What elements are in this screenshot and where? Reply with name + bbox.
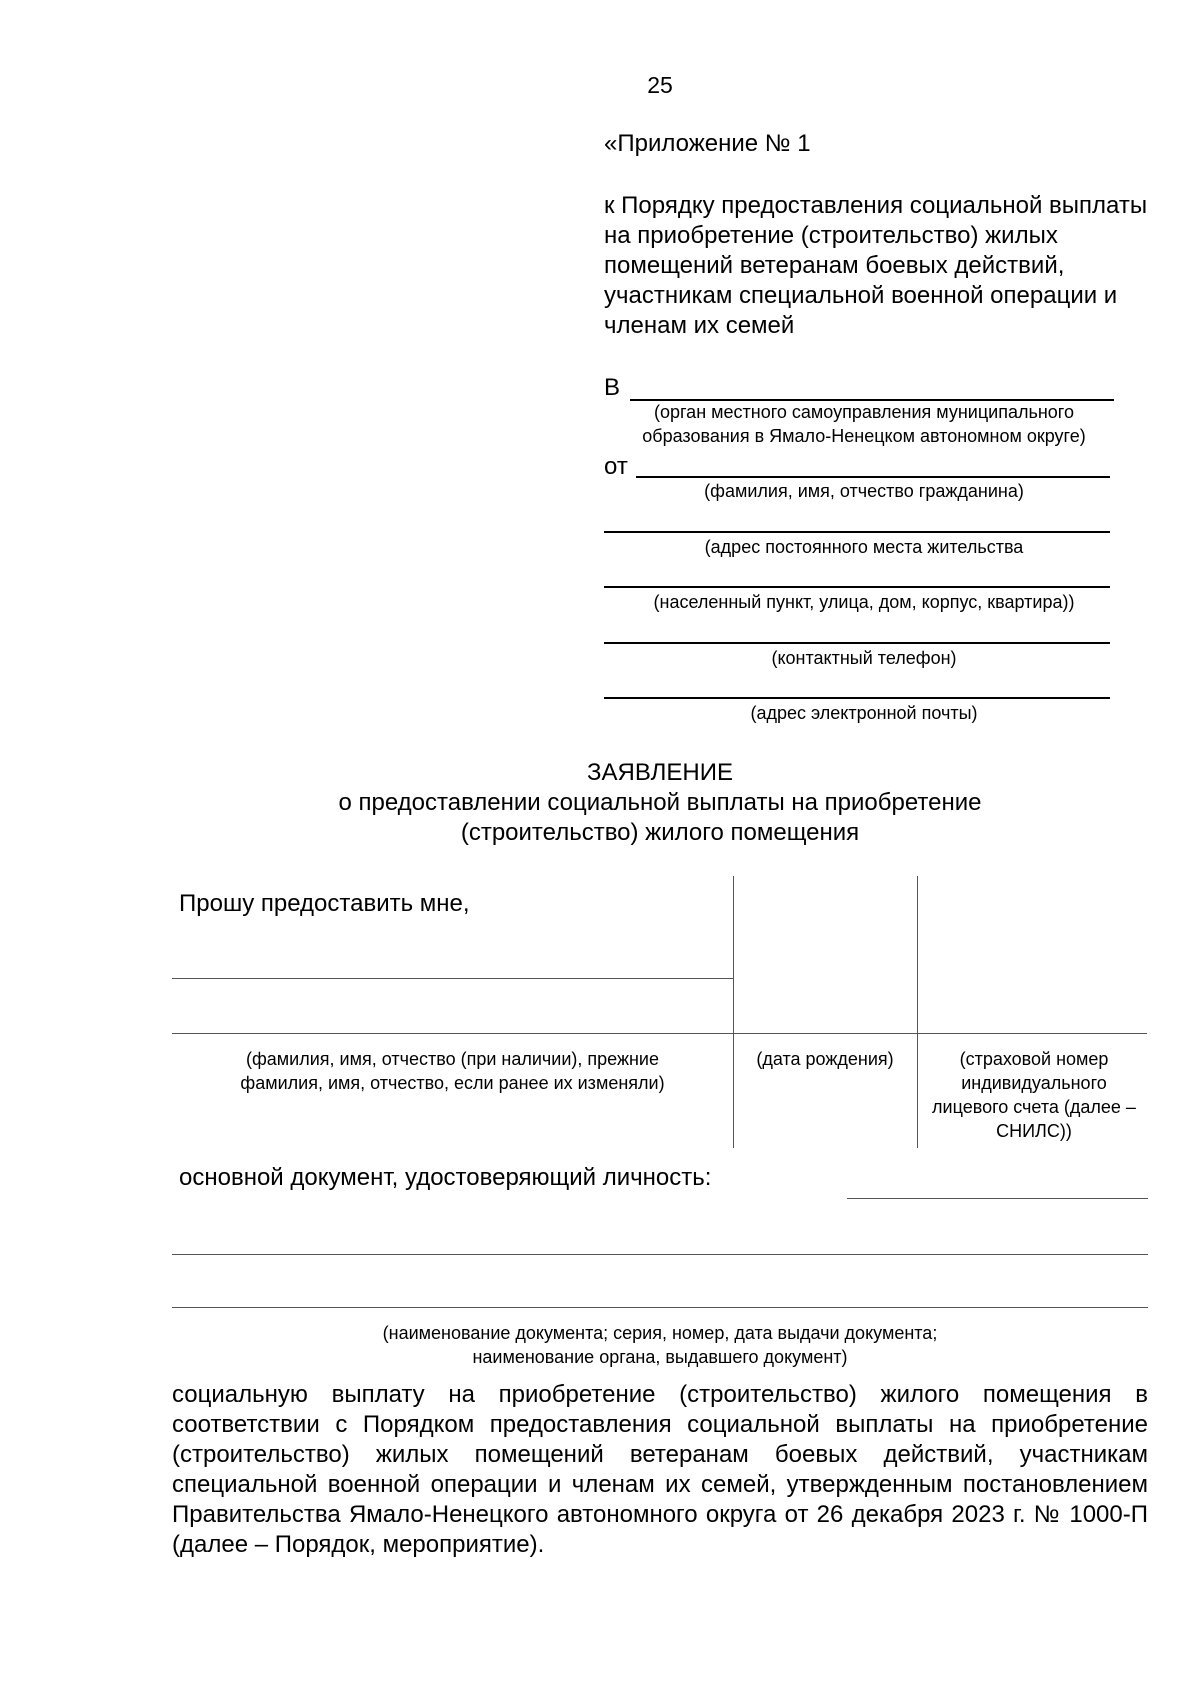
to-prefix: В xyxy=(604,374,621,401)
phone-field-line[interactable] xyxy=(604,642,1110,644)
identity-document-caption: (наименование документа; серия, номер, дата выдачи документа; наименование органа, выдавшего документ) xyxy=(382,1323,938,1367)
to-hint: (орган местного самоуправления муниципального образования в Ямало-Ненецком автономном округе) xyxy=(642,402,1086,446)
from-prefix: от xyxy=(604,453,628,480)
name-field-line[interactable] xyxy=(172,978,733,979)
name-caption: (фамилия, имя, отчество (при наличии), прежние фамилия, имя, отчество, если ранее их изменяли) xyxy=(240,1049,665,1093)
table-caption-line xyxy=(172,1033,1147,1034)
table-divider-2 xyxy=(917,876,918,1148)
page-number: 25 xyxy=(647,72,673,98)
address-field-line[interactable] xyxy=(604,531,1110,533)
identity-document-field-line-2[interactable] xyxy=(172,1254,1148,1255)
from-hint: (фамилия, имя, отчество гражданина) xyxy=(704,481,1024,501)
address-detail-hint: (населенный пункт, улица, дом, корпус, квартира)) xyxy=(653,592,1075,612)
table-divider-1 xyxy=(733,876,734,1148)
application-title-line2: о предоставлении социальной выплаты на приобретение xyxy=(338,789,982,816)
identity-document-field-line-1[interactable] xyxy=(847,1198,1148,1199)
application-title-line1: ЗАЯВЛЕНИЕ xyxy=(587,759,733,786)
email-hint: (адрес электронной почты) xyxy=(750,703,978,723)
appendix-title: «Приложение № 1 xyxy=(604,130,811,157)
address-hint: (адрес постоянного места жительства xyxy=(704,537,1024,557)
request-text: Прошу предоставить мне, xyxy=(179,890,470,917)
appendix-description: к Порядку предоставления социальной выплаты на приобретение (строительство) жилых помещений ветеранам боевых действий, участникам специальной военной операции и членам их семей xyxy=(604,192,1148,339)
body-paragraph: социальную выплату на приобретение (строительство) жилого помещения в соответствии с Порядком предоставления социальной выплаты на приобретение (строительство) жилых помещений ветеранам боевых действий, участникам специальной военной операции и членам их семей, утвержденным постановлением Правительства Ямало-Ненецкого автономного округа от 26 декабря 2023 г. № 1000-П (далее – Порядок, мероприятие). xyxy=(172,1381,1148,1558)
identity-document-field-line-3[interactable] xyxy=(172,1307,1148,1308)
birthdate-caption: (дата рождения) xyxy=(756,1049,894,1069)
email-field-line[interactable] xyxy=(604,697,1110,699)
phone-hint: (контактный телефон) xyxy=(771,648,957,668)
address-detail-field-line[interactable] xyxy=(604,586,1110,588)
snils-caption: (страховой номер индивидуального лицевого счета (далее – СНИЛС)) xyxy=(932,1049,1136,1141)
application-title xyxy=(0,758,1200,848)
application-title-line3: (строительство) жилого помещения xyxy=(460,819,860,846)
from-field-line[interactable] xyxy=(636,476,1110,478)
identity-document-label: основной документ, удостоверяющий личность: xyxy=(179,1164,712,1191)
